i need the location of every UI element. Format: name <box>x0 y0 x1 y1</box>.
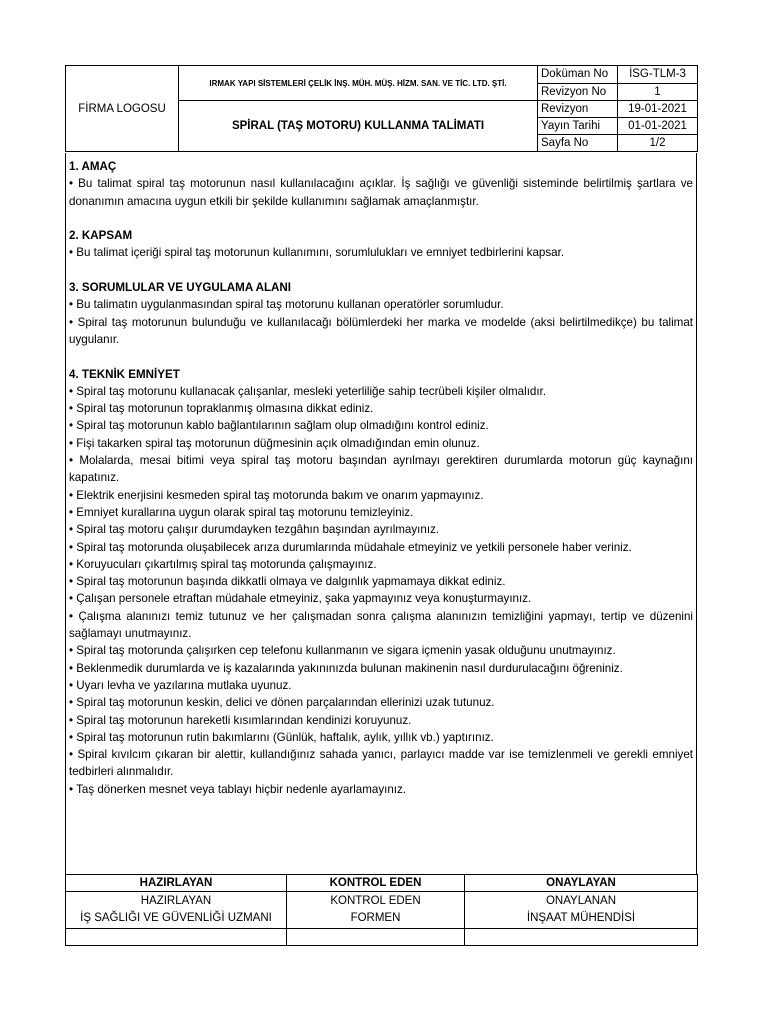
section-title-scope: 2. KAPSAM <box>69 229 133 243</box>
document-page <box>65 65 697 945</box>
list-item: • Spiral taş motorunun kablo bağlantılarının sağlam olup olmadığını kontrol ediniz. <box>69 419 489 433</box>
list-item: • Spiral taş motorunun rutin bakımlarını (Günlük, haftalık, aylık, yıllık vb.) yaptırınız. <box>69 730 494 744</box>
signature-blank-approved <box>465 929 698 946</box>
signature-title: İNŞAAT MÜHENDİSİ <box>526 912 636 924</box>
instruction-content <box>69 158 693 798</box>
meta-value-page-no: 1/2 <box>618 135 698 152</box>
meta-label-revision-no: Revizyon No <box>538 83 618 101</box>
list-item: • Çalışan personele etraftan müdahale etmeyiniz, şaka yapmayınız veya konuşturmayınız. <box>69 592 532 606</box>
meta-value-doc-no: İSG-TLM-3 <box>618 66 698 84</box>
list-item: • Fişi takarken spiral taş motorunun düğmesinin açık olmadığından emin olunuz. <box>69 436 480 450</box>
list-item: • Elektrik enerjisini kesmeden spiral taş motorunda bakım ve onarım yapmayınız. <box>69 488 484 502</box>
list-item: • Bu talimat içeriği spiral taş motorunun kullanımını, sorumlulukları ve emniyet tedbirlerini kapsar. <box>69 246 565 260</box>
list-item: • Spiral taş motoru çalışır durumdayken tezgâhın başından ayrılmayınız. <box>69 523 440 537</box>
meta-label-revision: Revizyon <box>538 101 618 118</box>
instruction-body <box>65 153 697 875</box>
signature-role: HAZIRLAYAN <box>140 895 212 907</box>
signature-role: KONTROL EDEN <box>330 895 421 907</box>
list-item: • Çalışma alanınızı temiz tutunuz ve her çalışmadan sonra çalışma alanınızın temizliğini yapmayı, tertip ve düzenini sağlamayı unutmayınız. <box>69 609 693 641</box>
document-header <box>65 65 698 152</box>
meta-value-publish-date: 01-01-2021 <box>618 118 698 135</box>
signature-title: FORMEN <box>350 912 401 924</box>
list-item: • Spiral taş motorunun topraklanmış olmasına dikkat ediniz. <box>69 402 374 416</box>
list-item: • Spiral taş motorunu kullanacak çalışanlar, mesleki yeterliliğe sahip tecrübeli kişiler olmalıdır. <box>69 384 547 398</box>
signature-cell-prepared <box>66 892 287 929</box>
section-title-purpose: 1. AMAÇ <box>69 160 117 173</box>
list-item: • Taş dönerken mesnet veya tablayı hiçbir nedenle ayarlamayınız. <box>69 782 407 796</box>
list-item: • Molalarda, mesai bitimi veya spiral taş motoru başından ayrılmayı gerektiren durumlarda motorun güç kaynağını kapatınız. <box>69 454 693 485</box>
section-title-responsibles: 3. SORUMLULAR VE UYGULAMA ALANI <box>69 281 291 295</box>
meta-value-revision: 19-01-2021 <box>618 101 698 118</box>
list-item: • Uyarı levha ve yazılarına mutlaka uyunuz. <box>69 678 292 692</box>
signature-header-approved: ONAYLAYAN <box>465 875 698 892</box>
signature-cell-approved <box>465 892 698 929</box>
company-name: IRMAK YAPI SİSTEMLERİ ÇELİK İNŞ. MÜH. MÜŞ. HİZM. SAN. VE TİC. LTD. ŞTİ. <box>179 66 538 101</box>
list-item: • Spiral taş motorunun keskin, delici ve dönen parçalarından ellerinizi uzak tutunuz. <box>69 696 495 710</box>
signature-role: ONAYLANAN <box>545 895 617 907</box>
list-item: • Bu talimatın uygulanmasından spiral taş motorunu kullanan operatörler sorumludur. <box>69 298 504 312</box>
list-item: • Spiral taş motorunun bulunduğu ve kullanılacağı bölümlerdeki her marka ve modelde (aksi belirtilmedikçe) bu talimat uygulanır. <box>69 315 693 346</box>
meta-label-doc-no: Doküman No <box>538 66 618 84</box>
signature-title: İŞ SAĞLIĞI VE GÜVENLİĞİ UZMANI <box>80 912 272 924</box>
list-item: • Bu talimat spiral taş motorunun nasıl kullanılacağını açıklar. İş sağlığı ve güvenliği sisteminde belirtilmiş şartlara ve donanımın amacına uygun etkili bir şekilde kullanımını sağlamak amaçlanmıştır. <box>69 177 693 208</box>
meta-label-page-no: Sayfa No <box>538 135 618 152</box>
signature-header-prepared: HAZIRLAYAN <box>66 875 287 892</box>
document-title: SPİRAL (TAŞ MOTORU) KULLANMA TALİMATI <box>179 101 538 152</box>
signature-header-checked: KONTROL EDEN <box>287 875 465 892</box>
list-item: • Emniyet kurallarına uygun olarak spiral taş motorunu temizleyiniz. <box>69 505 414 519</box>
section-title-technical-safety: 4. TEKNİK EMNİYET <box>69 367 180 381</box>
list-item: • Spiral taş motorunun başında dikkatli olmaya ve dalgınlık yapmamaya dikkat ediniz. <box>69 575 506 589</box>
signature-table <box>65 874 698 946</box>
meta-value-revision-no: 1 <box>618 83 698 101</box>
firm-logo-placeholder: FİRMA LOGOSU <box>66 66 179 152</box>
signature-cell-checked <box>287 892 465 929</box>
signature-blank-prepared <box>66 929 287 946</box>
list-item: • Spiral taş motorunda oluşabilecek arıza durumlarında müdahale etmeyiniz ve yetkili personele haber veriniz. <box>69 540 632 554</box>
signature-blank-checked <box>287 929 465 946</box>
list-item: • Spiral taş motorunun hareketli kısımlarından kendinizi koruyunuz. <box>69 713 412 727</box>
list-item: • Koruyucuları çıkartılmış spiral taş motorunda çalışmayınız. <box>69 557 377 571</box>
list-item: • Spiral taş motorunda çalışırken cep telefonu kullanmanın ve sigara içmenin yasak olduğunu unutmayınız. <box>69 644 616 658</box>
meta-label-publish-date: Yayın Tarihi <box>538 118 618 135</box>
list-item: • Spiral kıvılcım çıkaran bir alettir, kullandığınız sahada yanıcı, parlayıcı madde var ise temizlenmeli ve gerekli emniyet tedbirleri alınmalıdır. <box>69 748 693 779</box>
list-item: • Beklenmedik durumlarda ve iş kazalarında yakınınızda bulunan makinenin nasıl durdurulacağını öğreniniz. <box>69 661 623 675</box>
